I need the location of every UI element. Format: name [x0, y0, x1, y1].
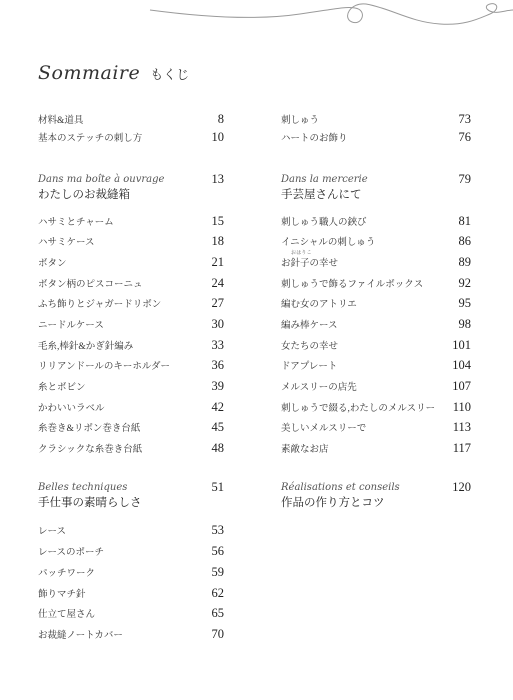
toc-page: 81	[458, 214, 471, 228]
toc-entry[interactable]	[38, 586, 224, 601]
toc-label: ハサミとチャーム	[38, 218, 114, 228]
section-japanese-title: わたしのお裁縫箱	[38, 189, 130, 201]
toc-page: 10	[211, 130, 224, 144]
toc-label: お裁縫ノートカバー	[38, 631, 123, 641]
toc-entry[interactable]	[38, 214, 224, 229]
toc-entry[interactable]	[281, 400, 471, 415]
toc-page: 92	[458, 276, 471, 290]
toc-page: 45	[211, 420, 224, 434]
toc-page: 42	[211, 400, 224, 414]
section-page: 120	[452, 480, 471, 494]
toc-label: かわいいラベル	[38, 404, 105, 414]
toc-page: 30	[211, 317, 224, 331]
toc-page: 95	[458, 296, 471, 310]
toc-entry[interactable]	[281, 338, 471, 353]
toc-entry[interactable]	[281, 276, 471, 291]
toc-page: 98	[458, 317, 471, 331]
toc-label: 女たちの幸せ	[281, 342, 339, 352]
toc-entry[interactable]	[281, 358, 471, 373]
toc-entry[interactable]	[38, 565, 224, 580]
toc-entry[interactable]	[38, 338, 224, 353]
toc-page: 8	[217, 112, 224, 126]
toc-label: 毛糸,棒針&かぎ針編み	[38, 342, 134, 352]
heading-japanese: もくじ	[150, 67, 190, 82]
toc-label: 仕立て屋さん	[38, 610, 96, 620]
toc-page: 36	[211, 358, 224, 372]
toc-entry[interactable]	[38, 276, 224, 291]
toc-page: 48	[211, 441, 224, 455]
toc-entry[interactable]	[281, 379, 471, 394]
toc-entry[interactable]	[38, 627, 224, 642]
heading-french: Sommaire	[38, 62, 141, 84]
toc-page: 107	[452, 379, 471, 393]
toc-label: ボタン柄のピスコーニュ	[38, 280, 143, 290]
toc-label: 糸巻き&リボン巻き台紙	[38, 424, 141, 434]
toc-page: 21	[211, 255, 224, 269]
toc-label: お針子の幸せ	[281, 259, 339, 269]
toc-page: 104	[452, 358, 471, 372]
toc-label: ハサミケース	[38, 238, 95, 248]
toc-label: 素敵なお店	[281, 445, 329, 455]
toc-entry[interactable]	[38, 130, 224, 145]
toc-entry[interactable]	[281, 420, 471, 435]
toc-label: レースのポーチ	[38, 548, 105, 558]
toc-page: 62	[211, 586, 224, 600]
toc-label: ニードルケース	[38, 321, 104, 331]
toc-label: 刺しゅう	[281, 116, 320, 126]
section-page: 51	[211, 480, 224, 494]
toc-entry[interactable]	[281, 112, 471, 127]
toc-entry[interactable]	[38, 112, 224, 127]
toc-label: 刺しゅうで飾るファイルボックス	[281, 280, 424, 290]
toc-label: ボタン	[38, 259, 67, 269]
toc-page: 39	[211, 379, 224, 393]
toc-entry[interactable]	[281, 214, 471, 229]
toc-label: 飾りマチ針	[38, 590, 86, 600]
section-page: 13	[211, 172, 224, 186]
toc-entry[interactable]	[281, 296, 471, 311]
toc-label: ドアプレート	[281, 362, 338, 372]
toc-page: 33	[211, 338, 224, 352]
toc-section[interactable]	[38, 482, 224, 510]
toc-entry[interactable]	[38, 441, 224, 456]
toc-page: 110	[452, 400, 471, 414]
toc-page: 18	[211, 234, 224, 248]
toc-label: 刺しゅう職人の鋏び	[281, 218, 367, 228]
toc-entry[interactable]	[38, 420, 224, 435]
toc-entry[interactable]	[38, 234, 224, 249]
ruby-annotation: おはりこ	[291, 251, 312, 256]
decorative-flourish	[0, 0, 513, 40]
toc-page: 117	[452, 441, 471, 455]
toc-page: 70	[211, 627, 224, 641]
toc-entry[interactable]	[281, 234, 471, 249]
toc-entry[interactable]	[38, 317, 224, 332]
toc-label-with-ruby	[281, 251, 339, 269]
toc-label: メルスリーの店先	[281, 383, 357, 393]
section-french-title: Dans la mercerie	[281, 174, 368, 185]
toc-page: 59	[211, 565, 224, 579]
section-french-title: Réalisations et conseils	[281, 482, 400, 493]
toc-entry[interactable]	[38, 523, 224, 538]
toc-entry[interactable]	[38, 379, 224, 394]
toc-section[interactable]	[38, 174, 224, 202]
toc-entry[interactable]	[38, 255, 224, 270]
toc-section[interactable]	[281, 482, 471, 510]
toc-label: イニシャルの刺しゅう	[281, 238, 376, 248]
section-japanese-title: 手仕事の素晴らしさ	[38, 497, 142, 509]
toc-entry[interactable]	[281, 317, 471, 332]
toc-entry[interactable]	[38, 358, 224, 373]
toc-page: 89	[458, 255, 471, 269]
toc-page: 53	[211, 523, 224, 537]
toc-page: 56	[211, 544, 224, 558]
section-japanese-title: 作品の作り方とコツ	[281, 497, 385, 509]
toc-page: 86	[458, 234, 471, 248]
toc-label: ふち飾りとジャガードリボン	[38, 300, 162, 310]
toc-entry[interactable]	[281, 251, 471, 270]
toc-label: 編む女のアトリエ	[281, 300, 357, 310]
toc-entry[interactable]	[38, 544, 224, 559]
toc-entry[interactable]	[38, 296, 224, 311]
toc-label: 美しいメルスリーで	[281, 424, 367, 434]
toc-label: 材料&道具	[38, 116, 84, 126]
toc-label: 刺しゅうで綴る,わたしのメルスリー	[281, 404, 436, 414]
toc-page: 15	[211, 214, 224, 228]
section-japanese-title: 手芸屋さんにて	[281, 189, 362, 201]
toc-page: 73	[458, 112, 471, 126]
toc-label: 基本のステッチの刺し方	[38, 134, 143, 144]
section-french-title: Dans ma boîte à ouvrage	[38, 174, 165, 185]
toc-page: 27	[211, 296, 224, 310]
toc-page: 65	[211, 606, 224, 620]
toc-entry[interactable]	[38, 400, 224, 415]
toc-page: 24	[211, 276, 224, 290]
toc-label: 編み棒ケース	[281, 321, 338, 331]
toc-label: クラシックな糸巻き台紙	[38, 445, 143, 455]
toc-page: 101	[452, 338, 471, 352]
toc-section[interactable]	[281, 174, 471, 202]
toc-entry[interactable]	[281, 441, 471, 456]
section-french-title: Belles techniques	[38, 482, 128, 493]
toc-entry[interactable]	[38, 606, 224, 621]
toc-entry[interactable]	[281, 130, 471, 145]
toc-label: 糸とボビン	[38, 383, 86, 393]
toc-page: 76	[458, 130, 471, 144]
section-page: 79	[458, 172, 471, 186]
toc-label: リリアンドールのキーホルダー	[38, 362, 171, 372]
toc-page: 113	[452, 420, 471, 434]
toc-label: レース	[38, 527, 67, 537]
page-heading	[38, 62, 189, 84]
toc-label: パッチワーク	[38, 569, 96, 579]
toc-label: ハートのお飾り	[281, 134, 348, 144]
